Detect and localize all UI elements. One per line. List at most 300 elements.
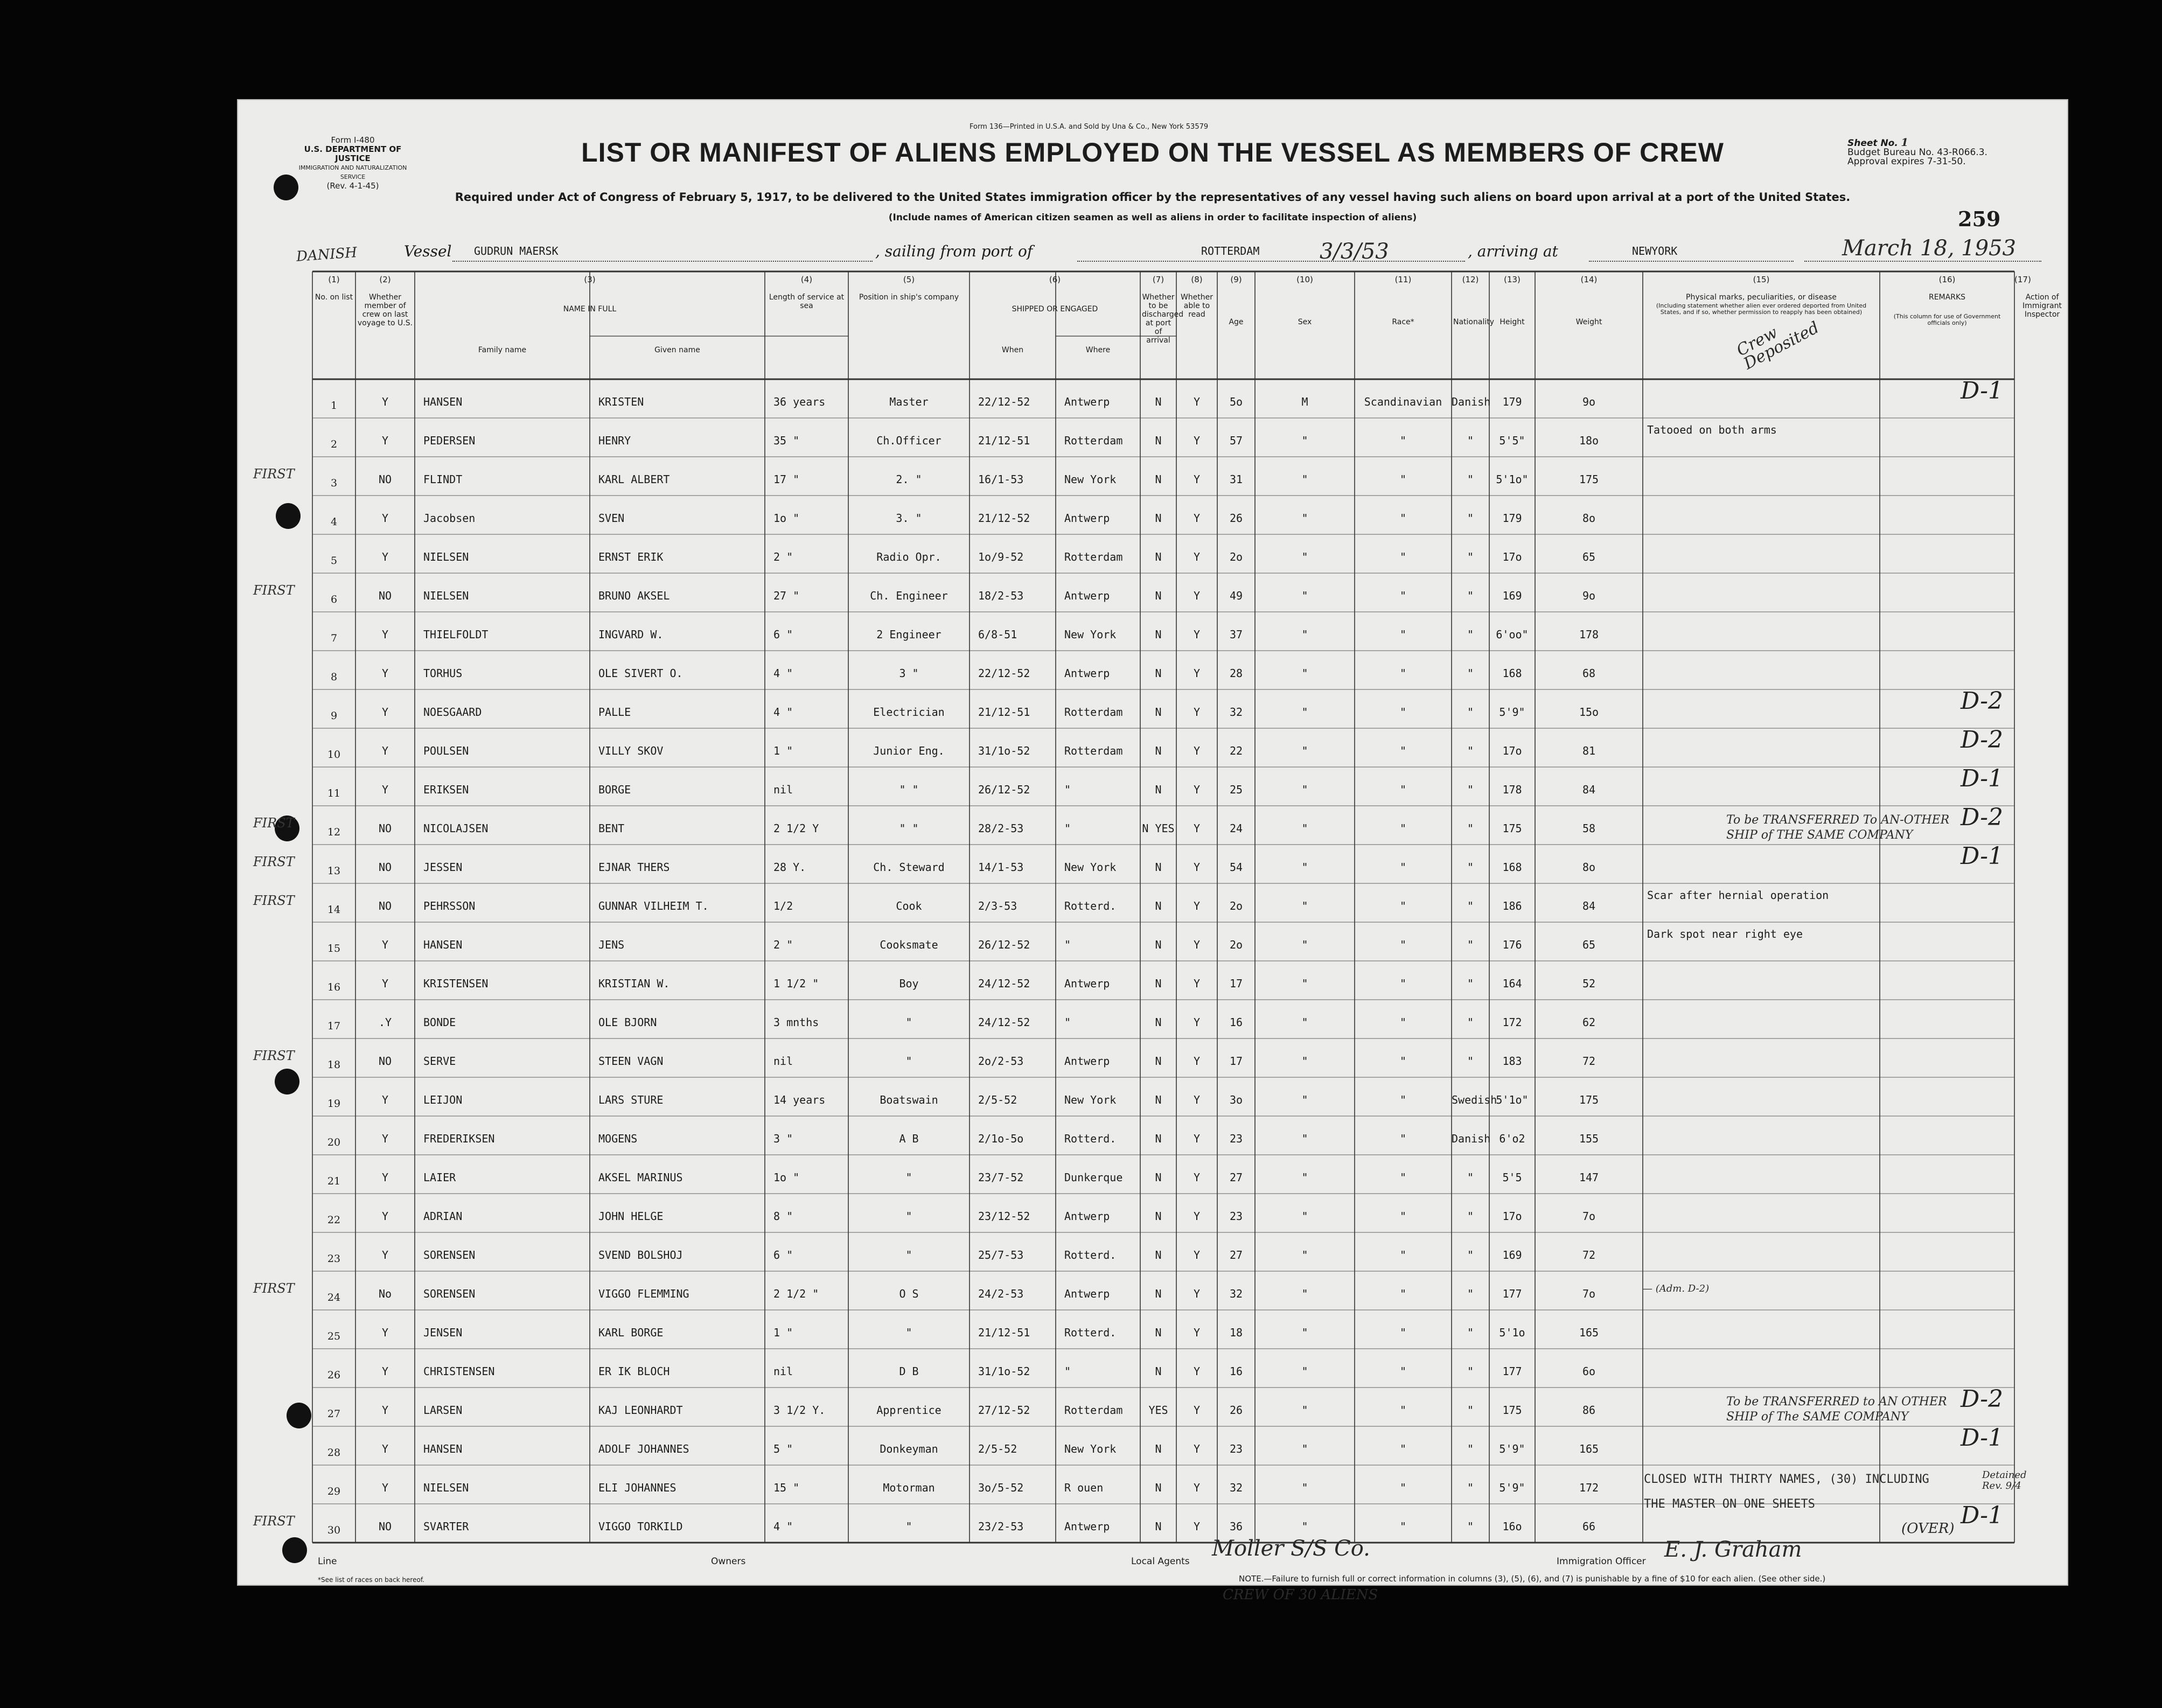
cell-nat: ": [1467, 512, 1474, 525]
cell-position: Ch. Steward: [873, 861, 945, 874]
cell-race: ": [1399, 1326, 1407, 1339]
row-number: 14: [327, 904, 341, 916]
cell-nat: ": [1467, 1055, 1474, 1068]
row-number: 2: [330, 438, 338, 450]
cell-age: 27: [1229, 1171, 1243, 1184]
cell-prev: No: [378, 1287, 392, 1300]
cell-read: Y: [1193, 628, 1201, 641]
cell-race: ": [1399, 1404, 1407, 1417]
cell-prev: NO: [378, 589, 392, 602]
row-number: 25: [327, 1330, 341, 1342]
inspector-action: D-1: [1961, 1502, 2003, 1529]
vessel-label: Vessel: [404, 242, 452, 260]
cell-read: Y: [1193, 1404, 1201, 1417]
cell-when: 2/5-52: [978, 1442, 1017, 1455]
penalty-note: NOTE.—Failure to furnish full or correct information in columns (3), (5), (6), and (7) is punishable by a fine of $10 for each alien. (See other side.): [1239, 1574, 1826, 1584]
cell-nat: ": [1467, 977, 1474, 990]
cell-where: R ouen: [1064, 1481, 1104, 1494]
cell-read: Y: [1193, 744, 1201, 757]
row-number: 6: [330, 594, 338, 605]
cell-read: Y: [1193, 822, 1201, 835]
cell-given: BORGE: [598, 783, 631, 796]
column-header: Race*: [1392, 318, 1414, 326]
cell-read: Y: [1193, 1055, 1201, 1068]
first-voyage-mark: FIRST: [253, 815, 295, 831]
cell-when: 1o/9-52: [978, 550, 1024, 563]
cell-disch: N: [1155, 1520, 1162, 1533]
cell-when: 21/12-51: [978, 1326, 1030, 1339]
cell-physical-marks: Tatooed on both arms: [1647, 423, 1777, 436]
cell-when: 24/12-52: [978, 977, 1030, 990]
cell-position: ": [905, 1249, 912, 1261]
cell-read: Y: [1193, 512, 1201, 525]
cell-disch: N: [1155, 861, 1162, 874]
cell-where: Antwerp: [1064, 1520, 1110, 1533]
cell-service: 4 ": [773, 1520, 793, 1533]
first-voyage-mark: FIRST: [253, 583, 295, 598]
row-number: 18: [327, 1059, 341, 1071]
column-header: No. on list: [315, 293, 353, 302]
cell-family: NIELSEN: [423, 1481, 469, 1494]
cell-read: Y: [1193, 861, 1201, 874]
cell-disch: N: [1155, 1093, 1162, 1106]
cell-sex: ": [1301, 900, 1308, 912]
cell-when: 6/8-51: [978, 628, 1017, 641]
form-identifier: Form I-480 U.S. DEPARTMENT OF JUSTICE IMMIGRATION AND NATURALIZATION SERVICE (Rev. 4-1-45): [298, 135, 407, 191]
cell-nat: ": [1467, 1520, 1474, 1533]
manifest-sheet: [237, 99, 2068, 1603]
cell-where: Antwerp: [1064, 512, 1110, 525]
cell-family: CHRISTENSEN: [423, 1365, 495, 1378]
cell-family: NIELSEN: [423, 550, 469, 563]
cell-prev: Y: [381, 744, 389, 757]
row-number: 23: [327, 1253, 341, 1265]
cell-given: KAJ LEONHARDT: [598, 1404, 683, 1417]
cell-where: Antwerp: [1064, 667, 1110, 680]
cell-service: 2 1/2 Y: [773, 822, 819, 835]
cell-nat: ": [1467, 783, 1474, 796]
cell-age: 54: [1229, 861, 1243, 874]
cell-position: Cooksmate: [880, 938, 938, 951]
subheader-when: When: [1001, 346, 1024, 354]
cell-family: NOESGAARD: [423, 706, 482, 719]
vessel-name: GUDRUN MAERSK: [474, 245, 559, 257]
row-number: 17: [327, 1020, 341, 1032]
cell-family: HANSEN: [423, 395, 463, 408]
row-number: 30: [327, 1524, 341, 1536]
cell-height: 17o: [1502, 550, 1522, 563]
cell-given: SVEND BOLSHOJ: [598, 1249, 683, 1261]
cell-service: 1 1/2 ": [773, 977, 819, 990]
cell-where: ": [1064, 1365, 1071, 1378]
cell-weight: 58: [1582, 822, 1596, 835]
cell-family: SORENSEN: [423, 1287, 476, 1300]
row-number: 26: [327, 1369, 341, 1381]
cell-family: HANSEN: [423, 938, 463, 951]
cell-age: 32: [1229, 1481, 1243, 1494]
cell-prev: Y: [381, 938, 389, 951]
cell-height: 6'oo": [1496, 628, 1529, 641]
inspector-action: D-1: [1961, 765, 2003, 792]
row-number: 4: [330, 516, 338, 528]
cell-service: nil: [773, 783, 793, 796]
cell-position: D B: [899, 1365, 919, 1378]
cell-nat: ": [1467, 1365, 1474, 1378]
cell-prev: Y: [381, 1249, 389, 1261]
cell-sex: ": [1301, 706, 1308, 719]
cell-service: 6 ": [773, 628, 793, 641]
column-header: Nationality: [1453, 318, 1495, 326]
cell-nat: ": [1467, 822, 1474, 835]
cell-prev: Y: [381, 628, 389, 641]
cell-family: JENSEN: [423, 1326, 463, 1339]
cell-age: 2o: [1229, 938, 1243, 951]
remarks-instruction: (Including statement whether alien ever ordered deported from United States, and if so, whether permission to reapply has been obtained): [1656, 302, 1867, 316]
cell-weight: 86: [1582, 1404, 1596, 1417]
cell-read: Y: [1193, 977, 1201, 990]
column-number: (15): [1753, 275, 1770, 284]
cell-prev: Y: [381, 550, 389, 563]
cell-read: Y: [1193, 1287, 1201, 1300]
cell-given: OLE SIVERT O.: [598, 667, 683, 680]
over-note: (OVER): [1901, 1521, 1955, 1537]
cell-nat: ": [1467, 1210, 1474, 1223]
cell-service: 3 ": [773, 1132, 793, 1145]
column-number: (8): [1191, 275, 1203, 284]
cell-position: 3 ": [899, 667, 919, 680]
cell-sex: ": [1301, 1326, 1308, 1339]
row-number: 12: [327, 826, 341, 838]
column-number: (3): [584, 275, 596, 284]
cell-race: ": [1399, 434, 1407, 447]
cell-sex: ": [1301, 1520, 1308, 1533]
cell-disch: N: [1155, 589, 1162, 602]
cell-when: 28/2-53: [978, 822, 1024, 835]
cell-read: Y: [1193, 783, 1201, 796]
column-number: (12): [1462, 275, 1479, 284]
cell-where: Rotterd.: [1064, 900, 1117, 912]
column-header: Sex: [1298, 318, 1312, 326]
cell-race: ": [1399, 1132, 1407, 1145]
cell-height: 164: [1502, 977, 1522, 990]
column-number: (9): [1230, 275, 1242, 284]
cell-family: ADRIAN: [423, 1210, 463, 1223]
cell-age: 17: [1229, 977, 1243, 990]
cell-prev: Y: [381, 512, 389, 525]
remark-row1-handwritten: Crew Deposited: [1733, 318, 1823, 374]
cell-race: ": [1399, 783, 1407, 796]
cell-sex: ": [1301, 1481, 1308, 1494]
cell-disch: N: [1155, 667, 1162, 680]
cell-family: LAIER: [423, 1171, 456, 1184]
first-voyage-mark: FIRST: [253, 1514, 295, 1529]
cell-disch: N: [1155, 1210, 1162, 1223]
cell-where: Rotterdam: [1064, 744, 1123, 757]
sheet-number-block: Sheet No. 1 Budget Bureau No. 43-R066.3. Approval expires 7-31-50.: [1847, 136, 1987, 167]
cell-nat: ": [1467, 744, 1474, 757]
cell-height: 17o: [1502, 1210, 1522, 1223]
cell-where: New York: [1064, 1093, 1117, 1106]
cell-race: ": [1399, 822, 1407, 835]
column-header: Action of Immigrant Inspector: [2022, 293, 2062, 319]
cell-service: 15 ": [773, 1481, 800, 1494]
cell-family: SVARTER: [423, 1520, 469, 1533]
cell-disch: N: [1155, 1287, 1162, 1300]
cell-weight: 65: [1582, 550, 1596, 563]
cell-disch: N: [1155, 706, 1162, 719]
column-header: Age: [1229, 318, 1244, 326]
cell-age: 24: [1229, 822, 1243, 835]
cell-disch: N: [1155, 744, 1162, 757]
cell-weight: 6o: [1582, 1365, 1596, 1378]
cell-height: 168: [1502, 667, 1522, 680]
cell-given: GUNNAR VILHEIM T.: [598, 900, 709, 912]
cell-when: 3o/5-52: [978, 1481, 1024, 1494]
cell-nat: ": [1467, 589, 1474, 602]
row-number: 7: [330, 632, 338, 644]
cell-nat: ": [1467, 1287, 1474, 1300]
row-number: 11: [327, 787, 341, 799]
cell-race: ": [1399, 977, 1407, 990]
cell-height: 5'9": [1499, 706, 1525, 719]
line-label: Line: [318, 1556, 337, 1567]
crew-count-note: CREW OF 30 ALIENS: [1223, 1587, 1378, 1603]
cell-where: Rotterdam: [1064, 550, 1123, 563]
cell-when: 18/2-53: [978, 589, 1024, 602]
cell-race: ": [1399, 1287, 1407, 1300]
row-number: 21: [327, 1175, 341, 1187]
remark-row12-handwritten: To be TRANSFERRED To AN-OTHER SHIP of THE SAME COMPANY: [1726, 813, 1950, 842]
cell-age: 23: [1229, 1210, 1243, 1223]
row-number: 28: [327, 1447, 341, 1459]
arriving-label: , arriving at: [1468, 242, 1558, 260]
cell-age: 2o: [1229, 550, 1243, 563]
cell-prev: NO: [378, 861, 392, 874]
cell-position: ": [905, 1210, 912, 1223]
cell-sex: ": [1301, 1365, 1308, 1378]
inspector-action: D-1: [1961, 842, 2003, 870]
cell-service: 4 ": [773, 667, 793, 680]
cell-height: 5'5: [1502, 1171, 1522, 1184]
cell-disch: N: [1155, 1016, 1162, 1029]
cell-position: A B: [899, 1132, 919, 1145]
cell-read: Y: [1193, 938, 1201, 951]
subheader-where: Where: [1085, 346, 1111, 354]
cell-service: 1 ": [773, 1326, 793, 1339]
cell-disch: N: [1155, 1326, 1162, 1339]
cell-prev: Y: [381, 1210, 389, 1223]
cell-height: 5'1o": [1496, 473, 1529, 486]
cell-race: ": [1399, 861, 1407, 874]
cell-read: Y: [1193, 1210, 1201, 1223]
cell-weight: 81: [1582, 744, 1596, 757]
cell-given: VIGGO TORKILD: [598, 1520, 683, 1533]
cell-nat: ": [1467, 434, 1474, 447]
cell-age: 16: [1229, 1365, 1243, 1378]
cell-read: Y: [1193, 473, 1201, 486]
cell-weight: 72: [1582, 1055, 1596, 1068]
cell-height: 177: [1502, 1365, 1522, 1378]
cell-weight: 72: [1582, 1249, 1596, 1261]
column-number: (11): [1394, 275, 1412, 284]
column-header: NAME IN FULL: [563, 305, 617, 313]
cell-given: BENT: [598, 822, 625, 835]
requirement-text: Required under Act of Congress of February 5, 1917, to be delivered to the United States immigration officer by the representatives of any vessel having such aliens on board upon arrival at a port of the United States.: [455, 191, 1851, 204]
row-number: 3: [330, 477, 338, 489]
cell-sex: ": [1301, 938, 1308, 951]
cell-where: ": [1064, 1016, 1071, 1029]
cell-height: 169: [1502, 589, 1522, 602]
row-number: 8: [330, 671, 338, 683]
cell-prev: NO: [378, 1520, 392, 1533]
column-header: SHIPPED OR ENGAGED: [1012, 305, 1098, 313]
cell-nat: ": [1467, 1481, 1474, 1494]
cell-position: Boatswain: [880, 1093, 938, 1106]
cell-where: Antwerp: [1064, 977, 1110, 990]
cell-given: STEEN VAGN: [598, 1055, 664, 1068]
column-header: Weight: [1575, 318, 1602, 326]
owners-label: Owners: [711, 1556, 746, 1567]
first-voyage-mark: FIRST: [253, 893, 295, 908]
include-note: (Include names of American citizen seamen as well as aliens in order to facilitate inspection of aliens): [888, 212, 1417, 223]
cell-service: 27 ": [773, 589, 800, 602]
cell-prev: Y: [381, 783, 389, 796]
cell-sex: ": [1301, 512, 1308, 525]
cell-given: ELI JOHANNES: [598, 1481, 677, 1494]
cell-weight: 66: [1582, 1520, 1596, 1533]
cell-service: 17 ": [773, 473, 800, 486]
agents-signature: Moller S/S Co.: [1212, 1536, 1370, 1561]
subheader-given: Given name: [654, 346, 700, 354]
cell-where: Rotterdam: [1064, 434, 1123, 447]
cell-where: Rotterd.: [1064, 1249, 1117, 1261]
cell-weight: 172: [1579, 1481, 1599, 1494]
cell-where: Rotterdam: [1064, 706, 1123, 719]
cell-position: " ": [899, 783, 919, 796]
cell-service: 3 mnths: [773, 1016, 819, 1029]
cell-race: ": [1399, 667, 1407, 680]
cell-given: VIGGO FLEMMING: [598, 1287, 689, 1300]
cell-age: 23: [1229, 1442, 1243, 1455]
cell-weight: 68: [1582, 667, 1596, 680]
cell-position: Ch.Officer: [876, 434, 941, 447]
cell-when: 22/12-52: [978, 395, 1030, 408]
cell-family: SORENSEN: [423, 1249, 476, 1261]
departure-date-handwritten: 3/3/53: [1320, 239, 1389, 264]
cell-age: 32: [1229, 706, 1243, 719]
cell-family: Jacobsen: [423, 512, 476, 525]
cell-when: 16/1-53: [978, 473, 1024, 486]
column-header: Length of service at sea: [769, 293, 845, 310]
cell-prev: NO: [378, 822, 392, 835]
cell-when: 31/1o-52: [978, 744, 1030, 757]
cell-nat: ": [1467, 550, 1474, 563]
cell-sex: ": [1301, 822, 1308, 835]
cell-height: 5'1o": [1496, 1093, 1529, 1106]
cell-where: Antwerp: [1064, 395, 1110, 408]
column-number: (6): [1049, 275, 1061, 284]
cell-when: 2/1o-5o: [978, 1132, 1024, 1145]
cell-nat: Swedish: [1452, 1093, 1497, 1106]
cell-race: ": [1399, 1171, 1407, 1184]
cell-where: ": [1064, 783, 1071, 796]
cell-race: ": [1399, 1093, 1407, 1106]
cell-disch: N: [1155, 628, 1162, 641]
cell-disch: N: [1155, 977, 1162, 990]
inspector-action: D-2: [1961, 804, 2003, 831]
cell-weight: 155: [1579, 1132, 1599, 1145]
cell-disch: N: [1155, 1365, 1162, 1378]
cell-where: New York: [1064, 861, 1117, 874]
cell-weight: 84: [1582, 783, 1596, 796]
cell-height: 6'o2: [1499, 1132, 1525, 1145]
cell-family: POULSEN: [423, 744, 469, 757]
cell-age: 57: [1229, 434, 1243, 447]
cell-height: 168: [1502, 861, 1522, 874]
cell-race: ": [1399, 1442, 1407, 1455]
cell-sex: ": [1301, 667, 1308, 680]
departure-port: ROTTERDAM: [1201, 245, 1260, 257]
cell-weight: 9o: [1582, 395, 1596, 408]
cell-height: 177: [1502, 1287, 1522, 1300]
cell-sex: ": [1301, 1171, 1308, 1184]
cell-when: 24/12-52: [978, 1016, 1030, 1029]
cell-read: Y: [1193, 667, 1201, 680]
cell-given: KRISTIAN W.: [598, 977, 670, 990]
cell-when: 26/12-52: [978, 938, 1030, 951]
cell-when: 21/12-51: [978, 434, 1030, 447]
cell-weight: 165: [1579, 1326, 1599, 1339]
row-number: 5: [330, 555, 338, 567]
cell-age: 22: [1229, 744, 1243, 757]
arrival-port: NEWYORK: [1632, 245, 1678, 257]
cell-race: ": [1399, 938, 1407, 951]
cell-given: LARS STURE: [598, 1093, 664, 1106]
cell-read: Y: [1193, 1442, 1201, 1455]
first-voyage-mark: FIRST: [253, 1281, 295, 1296]
manifest-title: LIST OR MANIFEST OF ALIENS EMPLOYED ON THE VESSEL AS MEMBERS OF CREW: [581, 137, 1724, 168]
row-number: 22: [327, 1214, 341, 1226]
cell-position: ": [905, 1520, 912, 1533]
cell-race: ": [1399, 900, 1407, 912]
cell-service: 1/2: [773, 900, 793, 912]
cell-disch: N: [1155, 1171, 1162, 1184]
cell-when: 22/12-52: [978, 667, 1030, 680]
cell-nat: ": [1467, 1171, 1474, 1184]
cell-height: 5'5": [1499, 434, 1525, 447]
cell-disch: N: [1155, 1442, 1162, 1455]
cell-nat: Danish: [1452, 1132, 1491, 1145]
cell-read: Y: [1193, 1016, 1201, 1029]
cell-given: JOHN HELGE: [598, 1210, 664, 1223]
row-number: 9: [330, 710, 338, 722]
cell-prev: Y: [381, 667, 389, 680]
cell-height: 175: [1502, 1404, 1522, 1417]
cell-read: Y: [1193, 434, 1201, 447]
sailing-label: , sailing from port of: [875, 242, 1033, 260]
row-number: 13: [327, 865, 341, 877]
cell-sex: ": [1301, 977, 1308, 990]
cell-where: New York: [1064, 1442, 1117, 1455]
cell-prev: Y: [381, 434, 389, 447]
cell-weight: 84: [1582, 900, 1596, 912]
cell-family: HANSEN: [423, 1442, 463, 1455]
cell-race: ": [1399, 1520, 1407, 1533]
cell-sex: ": [1301, 744, 1308, 757]
cell-weight: 7o: [1582, 1287, 1596, 1300]
cell-service: 2 ": [773, 938, 793, 951]
cell-age: 28: [1229, 667, 1243, 680]
